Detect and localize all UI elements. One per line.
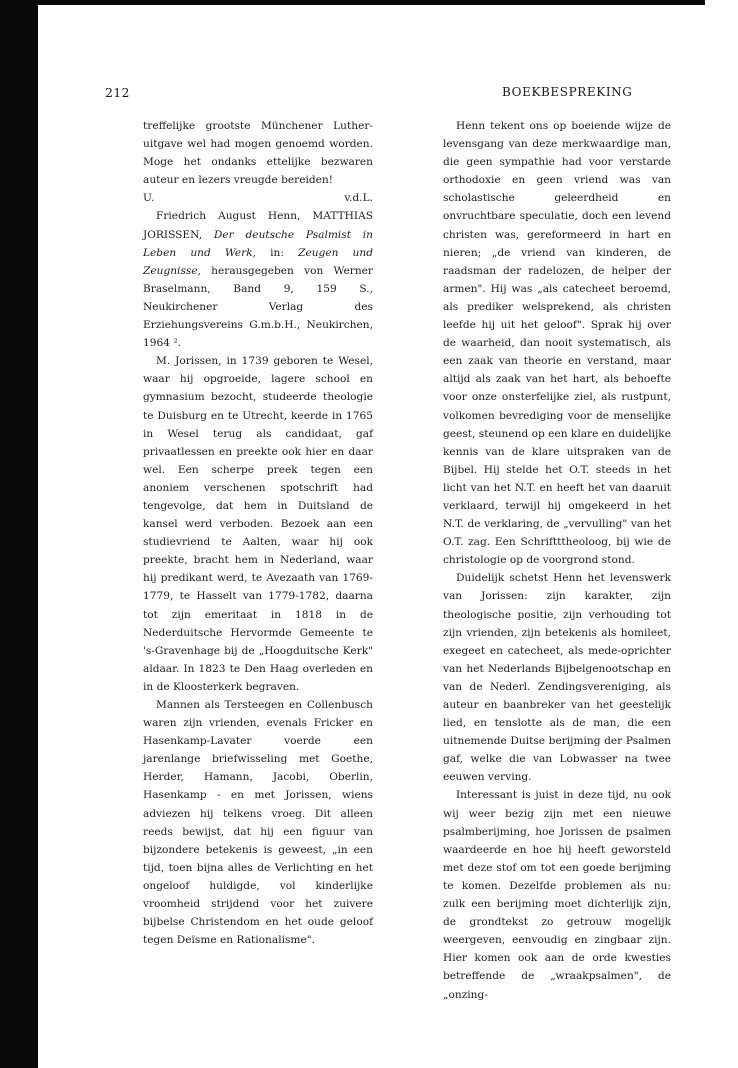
citation-series: Zeugen und Zeugnisse, [143,246,373,277]
body-paragraph: M. Jorissen, in 1739 geboren te Wesel, waar hij opgroeide, lagere school en gymnasium bezocht, studeerde theologie te Duisburg en te Utrecht, keerde in 1765 in Wesel terug als candidaat, gaf privaatlessen en preekte ook hier en daar wel. Een scherpe preek tegen een anoniem verschenen spotschrift had tengevolge, dat hem in Duitsland de kansel werd verboden. Bezoek aan een studievriend te Aalten, waar hij ook preekte, bracht hem in Nederland, waar hij predikant werd, te Avezaath van 1769-1779, te Hasselt van 1779-1782, daarna tot zijn emeritaat in 1818 in de Nederduitsche Hervormde Gemeente te 's-Gravenhage bij de „Hoogduitsche Kerk" aldaar. In 1823 te Den Haag overleden en in de Kloosterkerk begraven. [143,355,373,693]
citation-in: in: [256,246,299,259]
right-column [443,117,671,1004]
body-paragraph: Duidelijk schetst Henn het levenswerk van Jorissen: zijn karakter, zijn theologische positie, zijn verhouding tot zijn vrienden, zijn betekenis als homileet, exegeet en catecheet, als mede-oprichter van het Nederlands Bijbelgenootschap en van de Nederl. Zendingsvereniging, als auteur en baanbreker van het geestelijk lied, en tenslotte als de man, die een uitnemende Duitse berijming der Psalmen gaf, welke die van Lobwasser na twee eeuwen verving. [443,572,671,784]
book-citation [143,207,373,352]
review-closing-paragraph: treffelijke grootste Münchener Luther-uitgave wel had mogen genoemd worden. Moge het ondanks ettelijke bezwaren auteur en lezers vreugde bereiden! [143,120,373,187]
citation-details: herausgegeben von Werner Braselmann, Band 9, 159 S., Neukirchener Verlag des Erziehungsvereins G.m.b.H., Neukirchen, 1964 ². [143,264,373,350]
body-paragraph: Mannen als Tersteegen en Collenbusch waren zijn vrienden, evenals Fricker en Hasenkamp-Lavater voerde een jarenlange briefwisseling met Goethe, Herder, Hamann, Jacobi, Oberlin, Hasenkamp - en met Jorissen, wiens adviezen hij telkens vroeg. Dit alleen reeds bewijst, dat hij een figuur van bijzondere betekenis is geweest, „in een tijd, toen bijna alles de Verlichting en het ongeloof huldigde, vol kinderlijke vroomheid strijdend voor het zuivere bijbelse Christendom en het oude geloof tegen Deïsme en Rationalisme". [143,699,373,947]
body-paragraph: Henn tekent ons op boeiende wijze de levensgang van deze merkwaardige man, die geen sympathie had voor verstarde orthodoxie en geen vriend was van scholastische geleerdheid en onvruchtbare speculatie, doch een levend christen was, gereformeerd in hart en nieren; „de vriend van kinderen, de raadsman der radelozen, de helper der armen". Hij was „als catecheet beroemd, als prediker welsprekend, als christen leefde hij uit het geloof". Sprak hij over de waarheid, dan nooit systematisch, als een zaak van theorie en verstand, maar altijd als zaak van het hart, als behoefte voor onze onsterfelijke ziel, als rustpunt, volkomen bevrediging voor de menselijke geest, steunend op een klare en duidelijke kennis van de klare uitspraken van de Bijbel. Hij stelde het O.T. steeds in het licht van het N.T. en heeft het van daaruit verklaard, terwijl hij omgekeerd in het N.T. de verklaring, de „vervulling" van het O.T. zag. Een Schriftttheoloog, bij wie de christologie op de voorgrond stond. [443,120,671,567]
page-number: 212 [105,85,130,100]
left-column [143,117,373,949]
signature-name: v.d.L. [344,192,373,205]
citation-book-title: Der deutsche Psalmist in Leben und Werk, [143,228,373,259]
running-title: BOEKBESPREKING [502,85,633,99]
body-paragraph: Interessant is juist in deze tijd, nu ook wij weer bezig zijn met een nieuwe psalmberijming, hoe Jorissen de psalmen waardeerde en hoe hij heeft geworsteld met deze stof om tot een goede berijming te komen. Dezelfde problemen als nu: zulk een berijming moet dichterlijk zijn, de grondtekst zo getrouw mogelijk weergeven, eenvoudig en zingbaar zijn. Hier komen ook aan de orde kwesties betreffende de „wraakpsalmen", de „onzing- [443,789,671,1001]
scan-border-left [0,0,38,1068]
citation-author: Friedrich August Henn, MATTHIAS JORISSEN, [143,210,373,241]
reviewer-signature [143,189,373,207]
signature-initial: U. [143,192,155,205]
